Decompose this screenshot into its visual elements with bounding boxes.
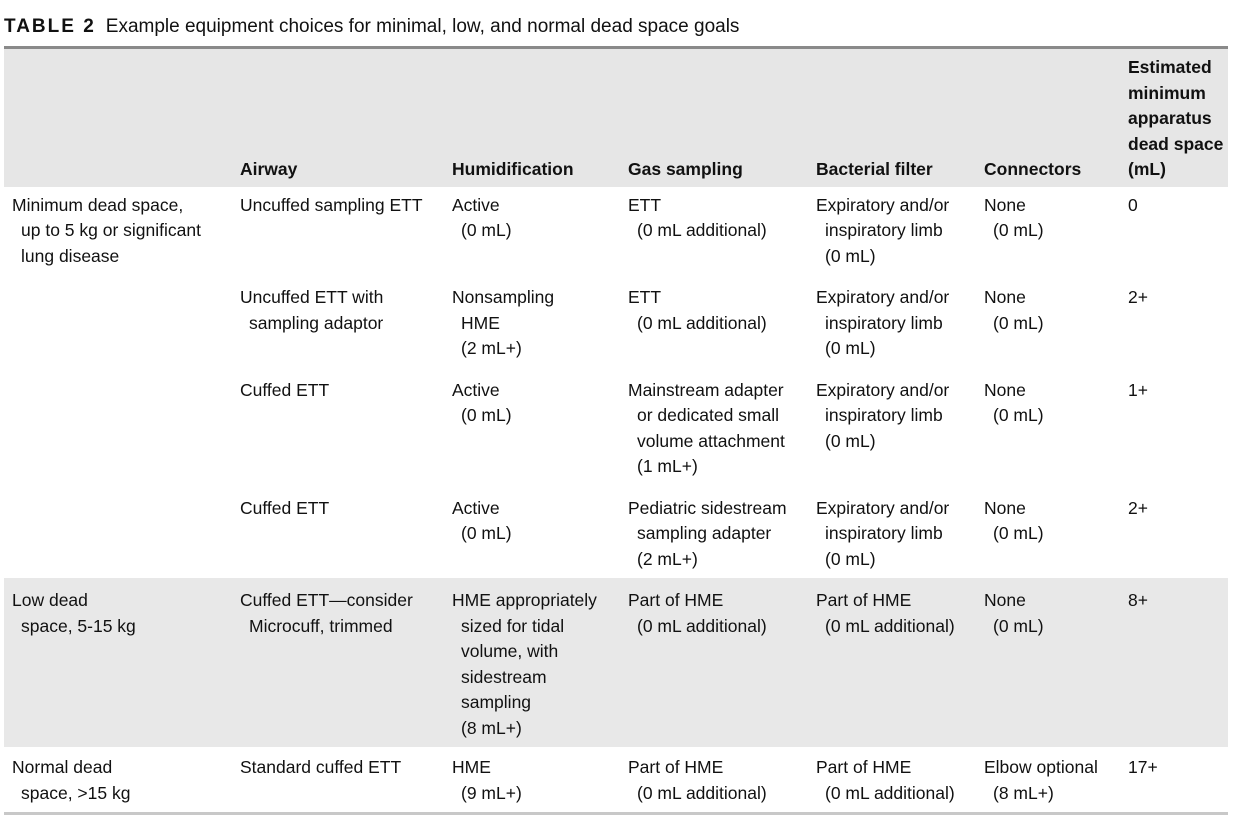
header-bacterial-filter: Bacterial filter: [816, 159, 933, 179]
cell-estimated: 2+: [1128, 287, 1148, 307]
cell-estimated: 0: [1128, 194, 1138, 215]
equipment-table-grid: [4, 49, 1228, 812]
cell-airway: Standard cuffed ETT: [240, 757, 402, 777]
cell-bacterial-filter: Expiratory and/or inspiratory limb (0 mL): [816, 287, 950, 358]
cell-gas-sampling: Part of HME (0 mL additional): [628, 590, 767, 636]
cell-gas-sampling: Mainstream adapter or dedicated small volume attachment (1 mL+): [628, 379, 785, 476]
cell-connectors: None (0 mL): [984, 194, 1044, 240]
cell-bacterial-filter: Part of HME (0 mL additional): [816, 590, 955, 636]
table-body: [4, 187, 1228, 813]
cell-bacterial-filter: Expiratory and/or inspiratory limb (0 mL): [816, 497, 950, 569]
table-row: [4, 747, 1228, 812]
cell-connectors: None (0 mL): [984, 590, 1044, 636]
cell-connectors: Elbow optional (8 mL+): [984, 757, 1098, 803]
table-label: TABLE 2: [4, 16, 96, 37]
cell-humidification: Active (0 mL): [452, 497, 512, 543]
cell-goal: Normal dead space, >15 kg: [12, 757, 131, 803]
cell-estimated: 1+: [1128, 379, 1148, 400]
cell-goal: Low dead space, 5-15 kg: [12, 590, 136, 636]
header-estimated-dead-space: Estimated minimum apparatus dead space (mL): [1128, 57, 1224, 179]
cell-connectors: None (0 mL): [984, 379, 1044, 425]
header-goal: [4, 49, 232, 187]
table-title: Example equipment choices for minimal, low, and normal dead space goals: [105, 16, 740, 37]
cell-bacterial-filter: Expiratory and/or inspiratory limb (0 mL): [816, 194, 950, 266]
header-gas-sampling: Gas sampling: [628, 159, 743, 179]
cell-bacterial-filter: Expiratory and/or inspiratory limb (0 mL): [816, 379, 950, 451]
cell-airway: Uncuffed ETT with sampling adaptor: [240, 287, 384, 333]
cell-connectors: None (0 mL): [984, 497, 1044, 543]
cell-humidification: Active (0 mL): [452, 194, 512, 240]
cell-humidification: HME (9 mL+): [452, 757, 522, 803]
table-row: [4, 187, 1228, 276]
cell-humidification: Active (0 mL): [452, 379, 512, 425]
cell-bacterial-filter: Part of HME (0 mL additional): [816, 757, 955, 803]
cell-estimated: 17+: [1128, 757, 1158, 777]
cell-goal: [4, 275, 232, 368]
table-row: [4, 275, 1228, 368]
cell-estimated: 2+: [1128, 497, 1148, 518]
cell-gas-sampling: Pediatric sidestream sampling adapter (2 mL+): [628, 497, 787, 569]
equipment-table: [4, 46, 1228, 815]
table-caption: [4, 14, 739, 42]
header-row: [4, 49, 1228, 187]
cell-airway: Uncuffed sampling ETT: [240, 194, 423, 215]
cell-humidification: Nonsampling HME (2 mL+): [452, 287, 555, 358]
cell-gas-sampling: ETT (0 mL additional): [628, 287, 767, 333]
table-row: [4, 578, 1228, 747]
cell-airway: Cuffed ETT: [240, 379, 330, 400]
cell-estimated: 8+: [1128, 590, 1148, 610]
header-connectors: Connectors: [984, 159, 1082, 179]
cell-connectors: None (0 mL): [984, 287, 1044, 333]
cell-airway: Cuffed ETT: [240, 497, 330, 518]
header-airway: Airway: [240, 159, 298, 179]
header-humidification: Humidification: [452, 159, 574, 179]
cell-humidification: HME appropriately sized for tidal volume, with sidestream sampling (8 mL+): [452, 590, 597, 738]
cell-gas-sampling: ETT (0 mL additional): [628, 194, 767, 240]
table-row: [4, 486, 1228, 579]
cell-airway: Cuffed ETT—consider Microcuff, trimmed: [240, 590, 413, 636]
cell-goal: Minimum dead space, up to 5 kg or significant lung disease: [12, 194, 201, 266]
cell-gas-sampling: Part of HME (0 mL additional): [628, 757, 767, 803]
cell-goal: [4, 486, 232, 579]
table-row: [4, 368, 1228, 486]
cell-goal: [4, 368, 232, 486]
